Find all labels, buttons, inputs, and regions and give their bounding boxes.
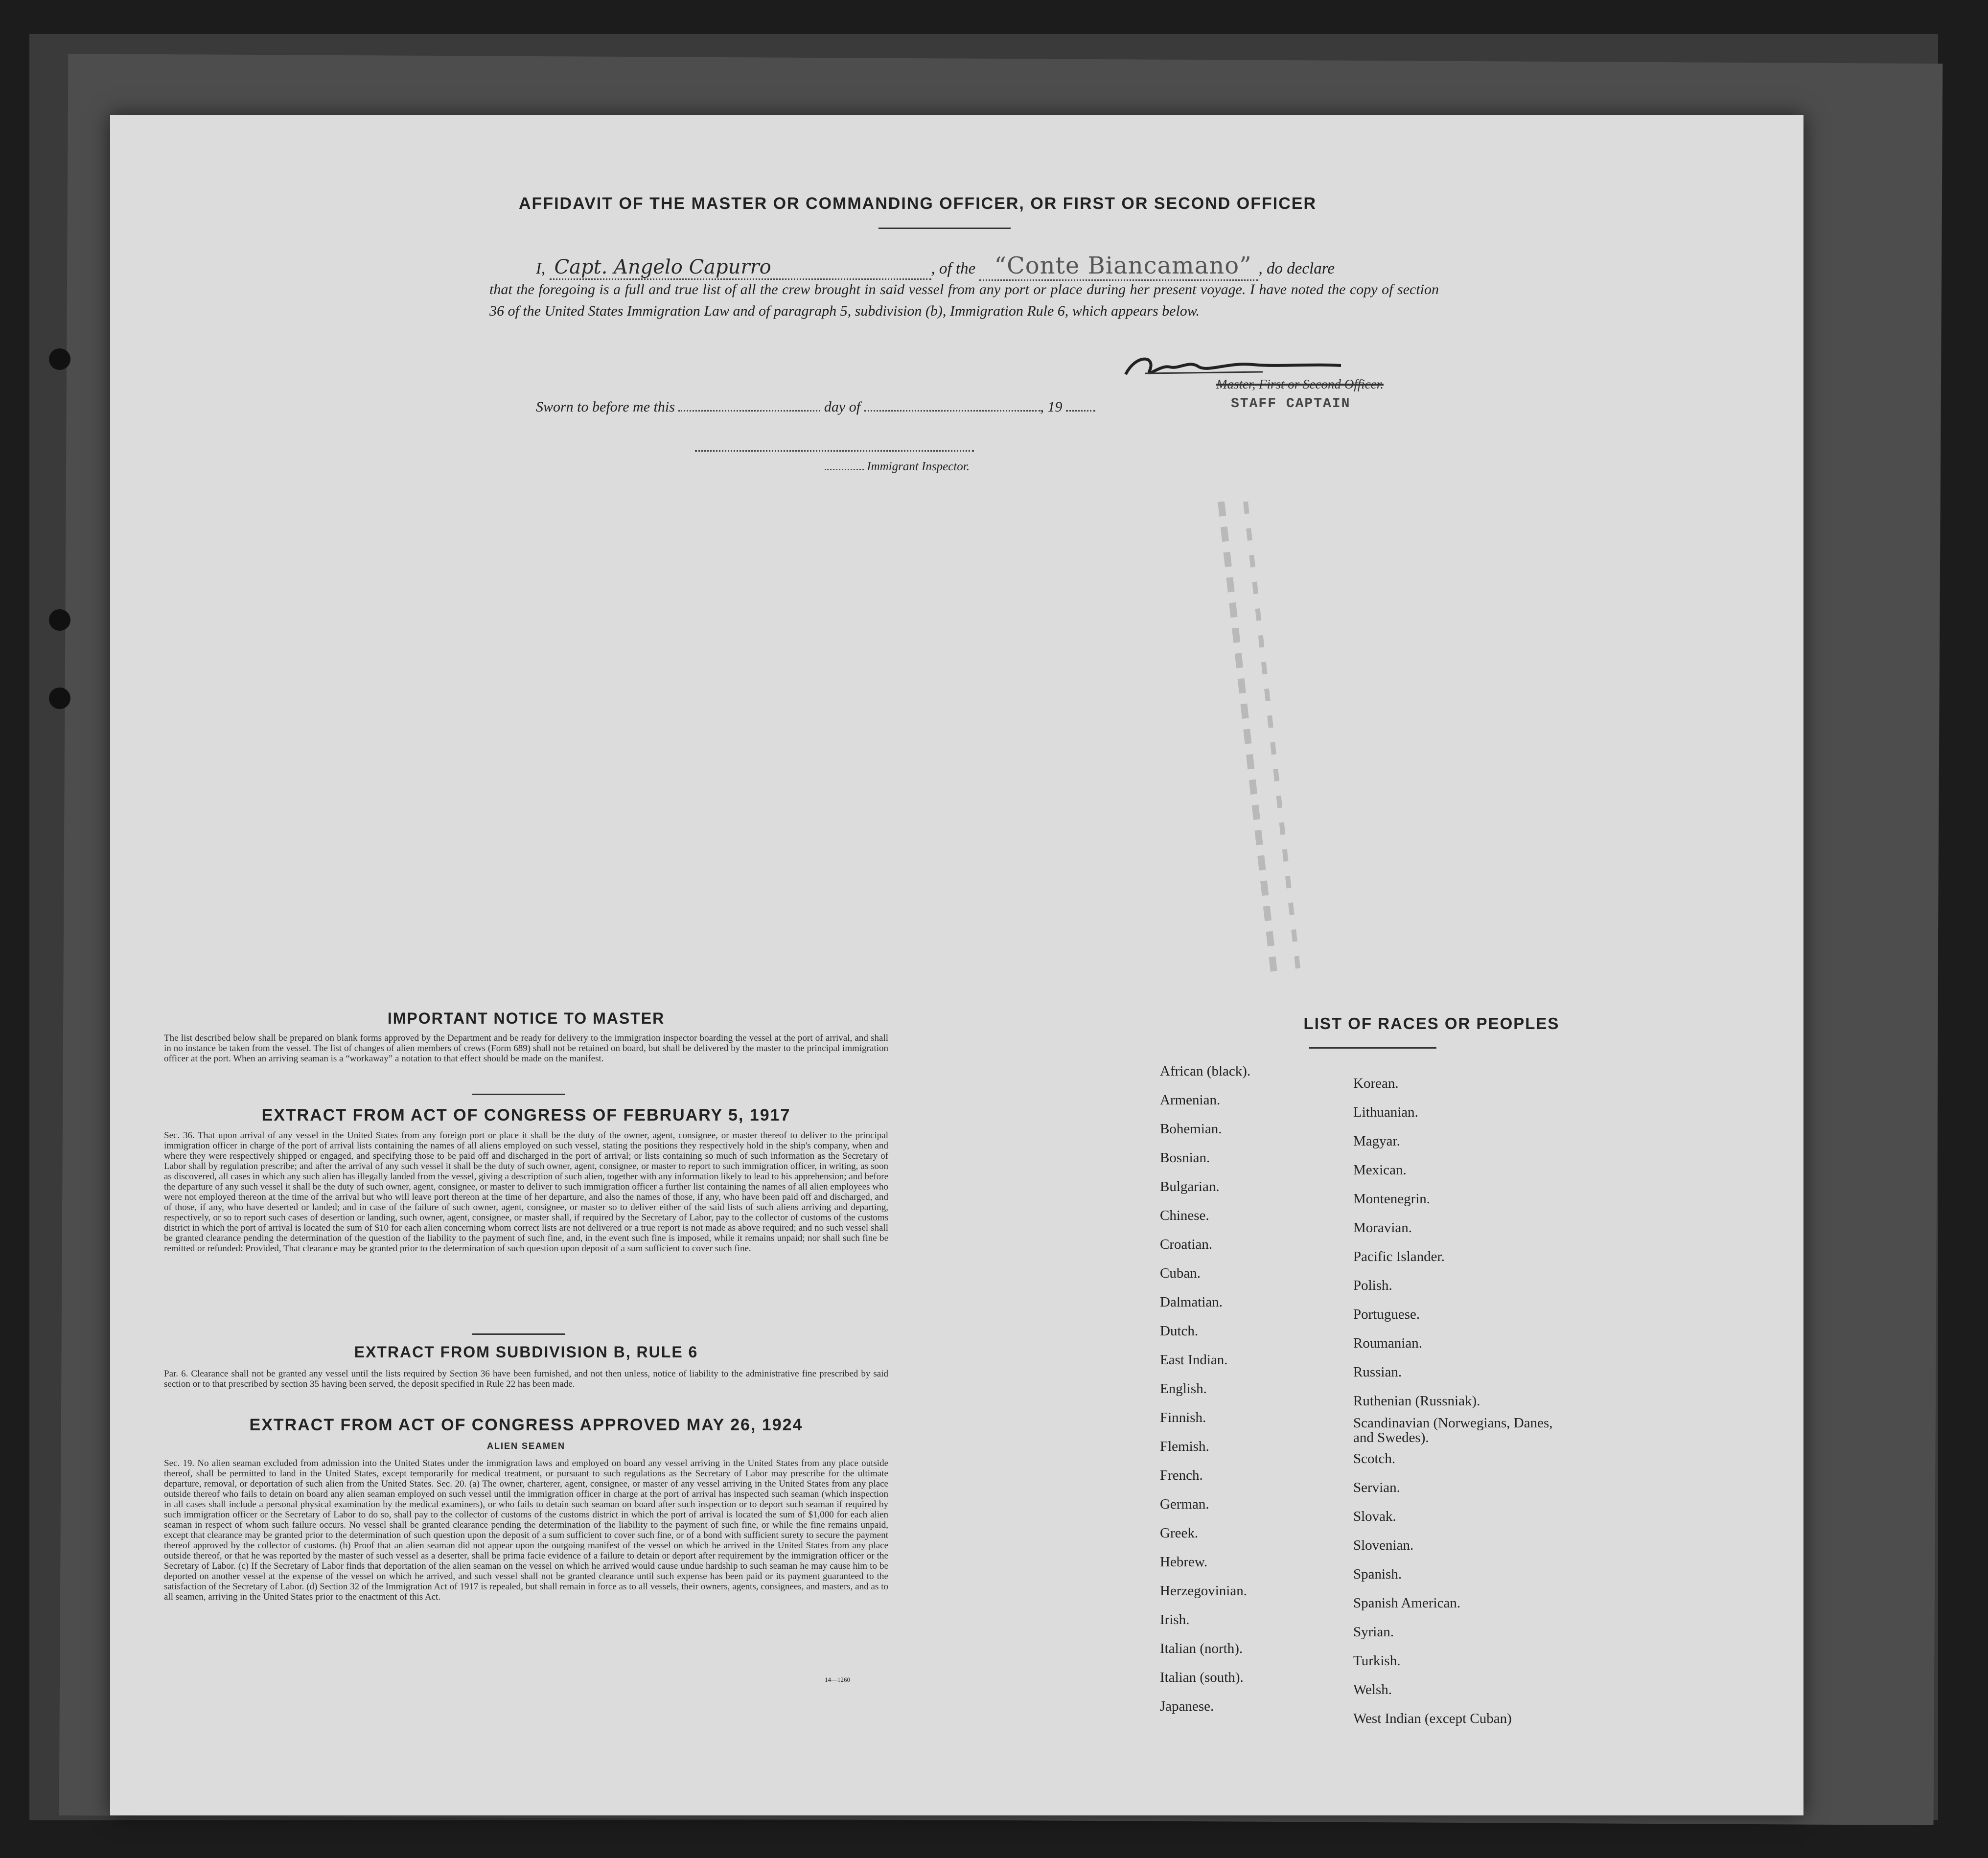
- notice-title: IMPORTANT NOTICE TO MASTER: [387, 1009, 665, 1027]
- divider: [472, 1094, 565, 1095]
- race-item: French.: [1160, 1468, 1203, 1483]
- extract-1924-title: EXTRACT FROM ACT OF CONGRESS APPROVED MAY 26, 1924: [249, 1416, 803, 1434]
- rule6-text: Par. 6. Clearance shall not be granted any vessel until the lists required by Section 36 have been furnished, and not then unless, notice of liability to the administrative fine prescribed by said section or to that prescribed by section 35 having been served, the deposit specified in Rule 22 has been made.: [164, 1369, 888, 1389]
- race-item: English.: [1160, 1381, 1207, 1397]
- sworn-line: [536, 399, 1095, 415]
- officer-title-struck: Master, First or Second Officer.: [1216, 377, 1384, 391]
- inspector-label: Immigrant Inspector.: [867, 460, 970, 473]
- race-item: Bulgarian.: [1160, 1179, 1220, 1194]
- race-item: Ruthenian (Russniak).: [1353, 1393, 1480, 1409]
- pencil-marks: [1216, 502, 1343, 991]
- race-item: Bosnian.: [1160, 1150, 1210, 1166]
- affidavit-body: that the foregoing is a full and true list of all the crew brought in said vessel from any port or place during her present voyage. I have noted the copy of section 36 of the United States Immigration Law and of paragraph 5, subdivision (b), Immigration Rule 6, which appears below.: [489, 281, 1439, 319]
- declaration-post: , do declare: [1258, 260, 1335, 277]
- race-item: Croatian.: [1160, 1237, 1213, 1252]
- race-item: Servian.: [1353, 1480, 1400, 1495]
- race-item: Spanish American.: [1353, 1595, 1461, 1611]
- race-item: Korean.: [1353, 1076, 1399, 1091]
- race-item: Moravian.: [1353, 1220, 1412, 1236]
- inspector-line: [825, 460, 970, 474]
- race-item: Cuban.: [1160, 1265, 1201, 1281]
- race-item: German.: [1160, 1496, 1209, 1512]
- notice-text: The list described below shall be prepared on blank forms approved by the Department and be ready for delivery to the immigration inspector boarding the vessel at the port of arrival, and shall in no instance be taken from the vessel. The list of changes of alien members of crews (Form 689) shall not be retained on board, but shall be delivered by the master to the principal immigration officer at the port. When an arriving seaman is a “workaway” a notation to that effect should be made on the manifest.: [164, 1033, 888, 1064]
- race-item: Italian (south).: [1160, 1670, 1244, 1685]
- race-item: Japanese.: [1160, 1698, 1214, 1714]
- race-item: Dalmatian.: [1160, 1294, 1223, 1310]
- declaration-mid: , of the: [931, 260, 976, 277]
- divider: [472, 1333, 565, 1335]
- race-item: Dutch.: [1160, 1323, 1199, 1339]
- sworn-month-field: [864, 410, 1040, 412]
- race-item: Magyar.: [1353, 1133, 1400, 1149]
- race-item: Greek.: [1160, 1525, 1199, 1541]
- race-item: Mexican.: [1353, 1162, 1407, 1178]
- extract-1924-text: Sec. 19. No alien seaman excluded from admission into the United States under the immigration laws and employed on board any vessel arriving in the United States from any place outside thereof, shall be permitted to land in the United States, except temporarily for medical treatment, or pursuant to such regulations as the Secretary of Labor may prescribe for the ultimate departure, removal, or deportation of such alien from the United States. Sec. 20. (a) The owner, charterer, agent, consignee, or master of any vessel arriving in the United States from any place outside thereof who fails to detain on board any alien seaman employed on such vessel until the immigration officer in charge at the port of arrival has inspected such seaman (which inspection in all cases shall include a personal physical examination by the medical examiners), or who fails to detain such seaman on board after such inspection or to deport such seaman if required by such immigration officer or the Secretary of Labor to do so, shall pay to the collector of customs of the customs district in which the port of arrival is located the sum of $1,000 for each alien seaman in respect of whom such failure occurs. No vessel shall be granted clearance pending the determination of the liability to the payment of such fine, or while the fine remains unpaid, except that clearance may be granted prior to the determination of such question upon the deposit of a sum sufficient to cover such fine, or of a bond with sufficient surety to secure the payment thereof approved by the collector of customs. (b) Proof that an alien seaman did not appear upon the outgoing manifest of the vessel on which he arrived in the United States from any place outside thereof, or that he was reported by the master of such vessel as a deserter, shall be prima facie evidence of a failure to detain or deport after requirement by the immigration officer or the Secretary of Labor. (c) If the Secretary of Labor finds that deportation of the alien seaman on the vessel on which he arrived would cause undue hardship to such seaman he may cause him to be deported on another vessel at the expense of the vessel on which he arrived, and such vessel shall not be granted clearance until such expense has been paid or its payment guaranteed to the satisfaction of the Secretary of Labor. (d) Section 32 of the Immigration Act of 1917 is repealed, but shall remain in force as to all vessels, their owners, agents, consignees, and masters, and as to all seamen, arriving in the United States prior to the enactment of this Act.: [164, 1458, 888, 1602]
- race-item: Turkish.: [1353, 1653, 1401, 1669]
- affidavit-title: AFFIDAVIT OF THE MASTER OR COMMANDING OFFICER, OR FIRST OR SECOND OFFICER: [519, 194, 1317, 213]
- race-item: Bohemian.: [1160, 1121, 1222, 1137]
- race-item: Scandinavian (Norwegians, Danes, and Swedes).: [1353, 1415, 1553, 1445]
- inspector-signature-line: [695, 450, 974, 452]
- race-item: African (black).: [1160, 1063, 1251, 1079]
- race-item: Hebrew.: [1160, 1554, 1208, 1570]
- extract-1917-title: EXTRACT FROM ACT OF CONGRESS OF FEBRUARY 5, 1917: [261, 1106, 791, 1124]
- form-number: 14—1260: [825, 1676, 850, 1683]
- divider: [1309, 1047, 1436, 1049]
- race-item: West Indian (except Cuban): [1353, 1711, 1512, 1726]
- race-item: Russian.: [1353, 1364, 1402, 1380]
- race-item: Portuguese.: [1353, 1307, 1420, 1322]
- races-left-column: [1160, 1057, 1346, 1721]
- punch-hole: [49, 609, 70, 631]
- race-item: Welsh.: [1353, 1682, 1392, 1697]
- race-item: Polish.: [1353, 1278, 1392, 1293]
- sworn-pre: Sworn to before me this: [536, 399, 675, 415]
- race-item: Syrian.: [1353, 1624, 1394, 1640]
- sworn-year-label: , 19: [1040, 399, 1063, 415]
- punch-hole: [49, 688, 70, 709]
- race-item: Finnish.: [1160, 1410, 1206, 1425]
- race-item: Chinese.: [1160, 1208, 1209, 1223]
- sworn-day-label: day of: [824, 399, 861, 415]
- race-item: Scotch.: [1353, 1451, 1396, 1467]
- rule6-title: EXTRACT FROM SUBDIVISION B, RULE 6: [354, 1343, 698, 1361]
- declaration-pre: I,: [536, 260, 546, 277]
- races-title: LIST OF RACES OR PEOPLES: [1303, 1014, 1560, 1032]
- master-name-field: Capt. Angelo Capurro: [550, 256, 931, 280]
- race-item: Pacific Islander.: [1353, 1249, 1445, 1264]
- extract-1924-subtitle: ALIEN SEAMEN: [486, 1441, 565, 1451]
- document-page: [110, 115, 1803, 1815]
- vessel-name-field: “Conte Biancamano”: [979, 252, 1258, 281]
- race-item: Slovenian.: [1353, 1537, 1414, 1553]
- race-item: Italian (north).: [1160, 1641, 1243, 1656]
- inspector-dots: [825, 469, 864, 470]
- sworn-year-field: [1066, 410, 1095, 412]
- race-item: Slovak.: [1353, 1509, 1396, 1524]
- race-item: Spanish.: [1353, 1566, 1402, 1582]
- race-item: Montenegrin.: [1353, 1191, 1431, 1207]
- races-right-column: [1353, 1069, 1559, 1733]
- race-item: Lithuanian.: [1353, 1104, 1418, 1120]
- race-item: East Indian.: [1160, 1352, 1228, 1368]
- race-item: Armenian.: [1160, 1092, 1221, 1108]
- punch-hole: [49, 348, 70, 370]
- divider: [878, 228, 1011, 229]
- race-item: Roumanian.: [1353, 1335, 1422, 1351]
- race-item: Herzegovinian.: [1160, 1583, 1247, 1599]
- extract-1917-text: Sec. 36. That upon arrival of any vessel in the United States from any foreign port or place it shall be the duty of the owner, agent, consignee, or master thereof to deliver to the principal immigration officer in charge of the port of arrival lists containing the names of all aliens employed on such vessel, stating the positions they respectively hold in the ship's company, when and where they were respectively shipped or engaged, and specifying those to be paid off and discharged in the port of arrival; or lists containing so much of such information as the Secretary of Labor shall by regulation prescribe; and after the arrival of any such vessel it shall be the duty of such owner, agent, consignee, or master to report to such immigration officer, in writing, as soon as discovered, all cases in which any such alien has illegally landed from the vessel, giving a description of such alien, together with any information likely to lead to his apprehension; and before the departure of any such vessel it shall be the duty of such owner, agent, consignee, or master to deliver to such immigration officer a further list containing the names of all alien employees who were not employed thereon at the time of the arrival but who will leave port thereon at the time of her departure, and also the names of those, if any, who have been paid off and discharged, and of those, if any, who have deserted or landed; and in case of the failure of such owner, agent, consignee, or master so to deliver either of the said lists of such aliens arriving and departing, respectively, or so to report such cases of desertion or landing, such owner, agent, consignee, or master shall, if required by the Secretary of Labor, pay to the collector of customs of the customs district in which the port of arrival is located the sum of $10 for each alien concerning whom correct lists are not delivered or a true report is not made as above required; and no such vessel shall be granted clearance pending the determination of the question of the liability to the payment of such fine, and, in the event such fine is imposed, while it remains unpaid; nor shall such fine be remitted or refunded: Provided, That clearance may be granted prior to the determination of such question upon deposit of a sum sufficient to cover such fine.: [164, 1130, 888, 1254]
- sworn-day-field: [678, 410, 820, 412]
- race-item: Irish.: [1160, 1612, 1190, 1628]
- race-item: Flemish.: [1160, 1439, 1209, 1454]
- staff-captain-stamp: STAFF CAPTAIN: [1231, 396, 1351, 412]
- affidavit-declaration-line: [536, 252, 1564, 281]
